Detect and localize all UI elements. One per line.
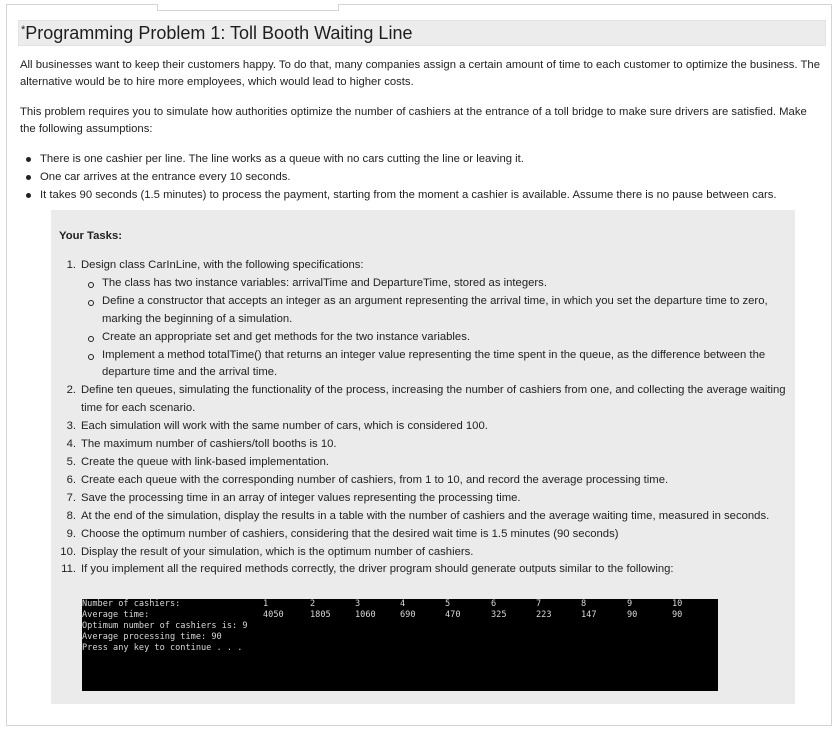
cashier-count: 7 — [536, 599, 542, 609]
task-text: Create the queue with link-based implementation. — [81, 455, 330, 468]
console-output — [82, 599, 718, 691]
task-text: If you implement all the required methods correctly, the driver program should generate outputs similar to the following: — [81, 563, 674, 576]
task-item — [51, 454, 791, 472]
average-time-value: 690 — [400, 610, 416, 620]
intro-paragraph: All businesses want to keep their customers happy. To do that, many companies assign a certain amount of time to each customer to optimize the business. The alternative would be to hire more employees, which would lead to higher costs. — [20, 59, 820, 88]
assumption-item — [20, 168, 820, 186]
task-text: Choose the optimum number of cashiers, considering that the desired wait time is 1.5 minutes (90 seconds) — [81, 527, 619, 540]
cashier-count: 3 — [355, 599, 361, 609]
average-time-value: 325 — [491, 610, 507, 620]
subtask-text: The class has two instance variables: arrivalTime and DepartureTime, stored as integers. — [102, 276, 547, 289]
task-number: 9. — [66, 527, 76, 540]
task-number: 8. — [66, 509, 76, 522]
cashier-count: 5 — [445, 599, 451, 609]
subtask-text: Create an appropriate set and get methods for the two instance variables. — [102, 330, 470, 343]
assumption-text: One car arrives at the entrance every 10 seconds. — [40, 171, 291, 183]
average-time-value: 4050 — [263, 610, 284, 620]
task-item — [51, 436, 791, 454]
average-time-value: 223 — [536, 610, 552, 620]
title-bar — [18, 20, 826, 46]
cashier-count: 8 — [581, 599, 587, 609]
task-number: 10. — [60, 545, 76, 558]
task-text: Display the result of your simulation, which is the optimum number of cashiers. — [81, 545, 474, 558]
task-item — [51, 544, 791, 562]
average-time-label: Average time: — [82, 610, 150, 620]
task-item — [51, 508, 791, 526]
subtask-item — [81, 329, 791, 347]
tasks-list — [51, 257, 791, 579]
circle-bullet-icon — [88, 336, 94, 342]
task-item — [51, 257, 791, 382]
task-text: Design class CarInLine, with the following specifications: — [81, 259, 364, 271]
cashier-count: 9 — [627, 599, 633, 609]
circle-bullet-icon — [88, 282, 94, 288]
task-sublist — [81, 275, 791, 382]
cashier-count: 10 — [672, 599, 683, 609]
task-text: Create each queue with the corresponding number of cashiers, from 1 to 10, and record the average processing time. — [81, 473, 669, 486]
assumptions-list — [20, 150, 820, 204]
assumption-text: There is one cashier per line. The line works as a queue with no cars cutting the line or leaving it. — [40, 153, 524, 165]
bullet-icon — [26, 193, 31, 198]
task-number: 1. — [66, 259, 76, 271]
cashiers-label: Number of cashiers: — [82, 599, 181, 609]
task-text: Define ten queues, simulating the functionality of the process, increasing the number of cashiers from one, and collecting the average waiting time for each scenario. — [81, 384, 786, 415]
assumption-item — [20, 186, 820, 204]
task-number: 11. — [61, 563, 76, 576]
cashier-count: 2 — [310, 599, 316, 609]
panel-tab-notch — [157, 4, 339, 11]
assumption-item — [20, 150, 820, 168]
task-number: 4. — [66, 438, 76, 451]
circle-bullet-icon — [88, 300, 94, 306]
task-number: 3. — [66, 420, 76, 433]
problem-paragraph: This problem requires you to simulate how authorities optimize the number of cashiers at the entrance of a toll bridge to make sure drivers are satisfied. Make the following assumptions: — [20, 106, 807, 135]
tasks-heading: Your Tasks: — [59, 230, 122, 242]
subtask-item — [81, 293, 791, 329]
bullet-icon — [26, 175, 31, 180]
cashier-count: 6 — [491, 599, 497, 609]
subtask-text: Define a constructor that accepts an integer as an argument representing the arrival time, in which you set the departure time to zero, marking the beginning of a simulation. — [102, 294, 768, 325]
assumption-text: It takes 90 seconds (1.5 minutes) to process the payment, starting from the moment a cashier is available. Assume there is no pause between cars. — [40, 189, 777, 201]
subtask-item — [81, 347, 791, 383]
task-text: At the end of the simulation, display the results in a table with the number of cashiers and the average waiting time, measured in seconds. — [81, 509, 770, 522]
average-time-value: 90 — [672, 610, 683, 620]
subtask-text: Implement a method totalTime() that returns an integer value representing the time spent in the queue, as the difference between the departure time and the arrival time. — [102, 348, 766, 379]
cashier-count: 1 — [263, 599, 269, 609]
circle-bullet-icon — [88, 354, 94, 360]
average-time-value: 470 — [445, 610, 461, 620]
task-text: Each simulation will work with the same number of cars, which is considered 100. — [81, 420, 488, 433]
page-title — [21, 23, 412, 44]
average-processing-line: Average processing time: 90 — [82, 632, 222, 642]
title-marker: * — [21, 24, 26, 36]
task-number: 7. — [66, 491, 76, 504]
press-key-line: Press any key to continue . . . — [82, 643, 243, 653]
task-number: 5. — [66, 455, 76, 468]
task-item — [51, 490, 791, 508]
task-number: 2. — [66, 384, 76, 397]
task-item — [51, 526, 791, 544]
title-text: Programming Problem 1: Toll Booth Waiting Line — [25, 23, 413, 43]
bullet-icon — [26, 157, 31, 162]
average-time-value: 90 — [627, 610, 638, 620]
optimum-line: Optimum number of cashiers is: 9 — [82, 621, 248, 631]
average-time-value: 1805 — [310, 610, 331, 620]
average-time-value: 147 — [581, 610, 597, 620]
task-number: 6. — [66, 473, 76, 486]
average-time-value: 1060 — [355, 610, 376, 620]
task-item — [51, 472, 791, 490]
task-item — [51, 418, 791, 436]
task-item — [51, 382, 791, 418]
task-text: The maximum number of cashiers/toll booths is 10. — [81, 438, 337, 451]
task-text: Save the processing time in an array of integer values representing the processing time. — [81, 491, 521, 504]
subtask-item — [81, 275, 791, 293]
cashier-count: 4 — [400, 599, 406, 609]
task-item — [51, 561, 791, 579]
